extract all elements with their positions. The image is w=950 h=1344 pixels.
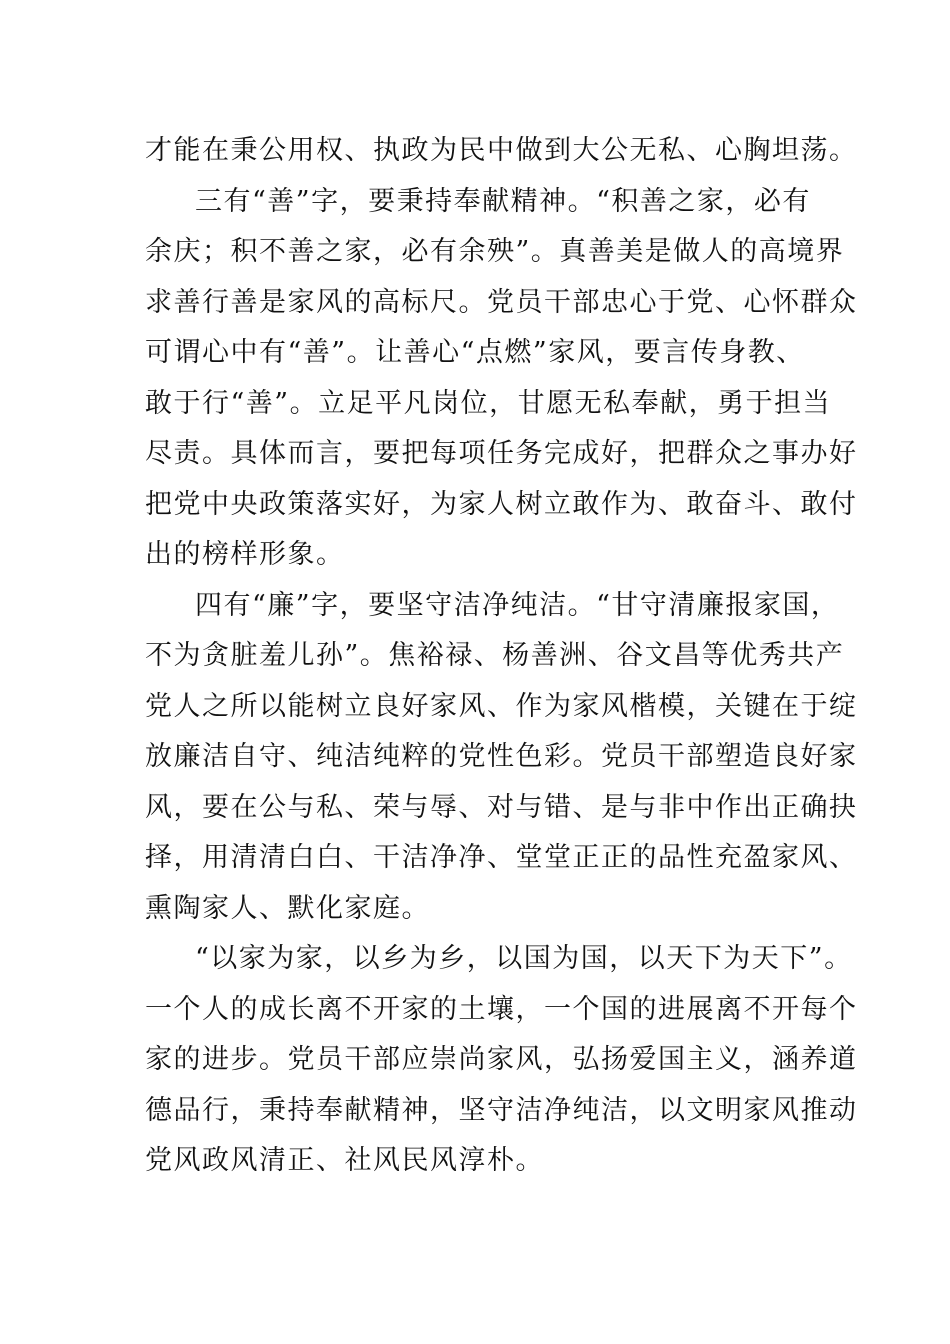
- text-line: 不为贪脏羞儿孙”。焦裕禄、杨善洲、谷文昌等优秀共产: [145, 640, 845, 671]
- text-line: 德品行，秉持奉献精神，坚守洁净纯洁，以文明家风推动: [145, 1094, 858, 1126]
- text-line: 尽责。具体而言，要把每项任务完成好，把群众之事办好: [145, 438, 858, 469]
- document-body: [145, 126, 858, 1187]
- text-line: 求善行善是家风的高标尺。党员干部忠心于党、心怀群众: [145, 286, 858, 318]
- text-line: 党人之所以能树立良好家风、作为家风楷模，关键在于绽: [145, 690, 858, 722]
- text-line: 放廉洁自守、纯洁纯粹的党性色彩。党员干部塑造良好家: [145, 741, 858, 772]
- text-line: 党风政风清正、社风民风淳朴。: [145, 1145, 544, 1176]
- text-line: 家的进步。党员干部应崇尚家风，弘扬爱国主义，涵养道: [145, 1044, 858, 1075]
- text-line: 余庆；积不善之家，必有余殃”。真善美是做人的高境界: [145, 236, 845, 267]
- text-line: 三有“善”字，要秉持奉献精神。“积善之家，必有: [195, 185, 811, 217]
- text-line: “以家为家，以乡为乡，以国为国，以天下为天下”。: [195, 943, 853, 974]
- text-line: 把党中央政策落实好，为家人树立敢作为、敢奋斗、敢付: [145, 488, 858, 520]
- text-line: 熏陶家人、默化家庭。: [145, 892, 430, 924]
- text-line: 才能在秉公用权、执政为民中做到大公无私、心胸坦荡。: [145, 135, 858, 166]
- text-line: 四有“廉”字，要坚守洁净纯洁。“甘守清廉报家国，: [195, 589, 840, 621]
- text-line: 可谓心中有“善”。让善心“点燃”家风，要言传身教、: [145, 337, 805, 368]
- text-line: 出的榜样形象。: [145, 539, 345, 570]
- text-line: 择，用清清白白、干洁净净、堂堂正正的品性充盈家风、: [145, 842, 858, 873]
- text-line: 一个人的成长离不开家的土壤，一个国的进展离不开每个: [145, 993, 858, 1025]
- text-line: 敢于行“善”。立足平凡岗位，甘愿无私奉献，勇于担当: [145, 387, 832, 419]
- text-line: 风，要在公与私、荣与辱、对与错、是与非中作出正确抉: [145, 791, 858, 823]
